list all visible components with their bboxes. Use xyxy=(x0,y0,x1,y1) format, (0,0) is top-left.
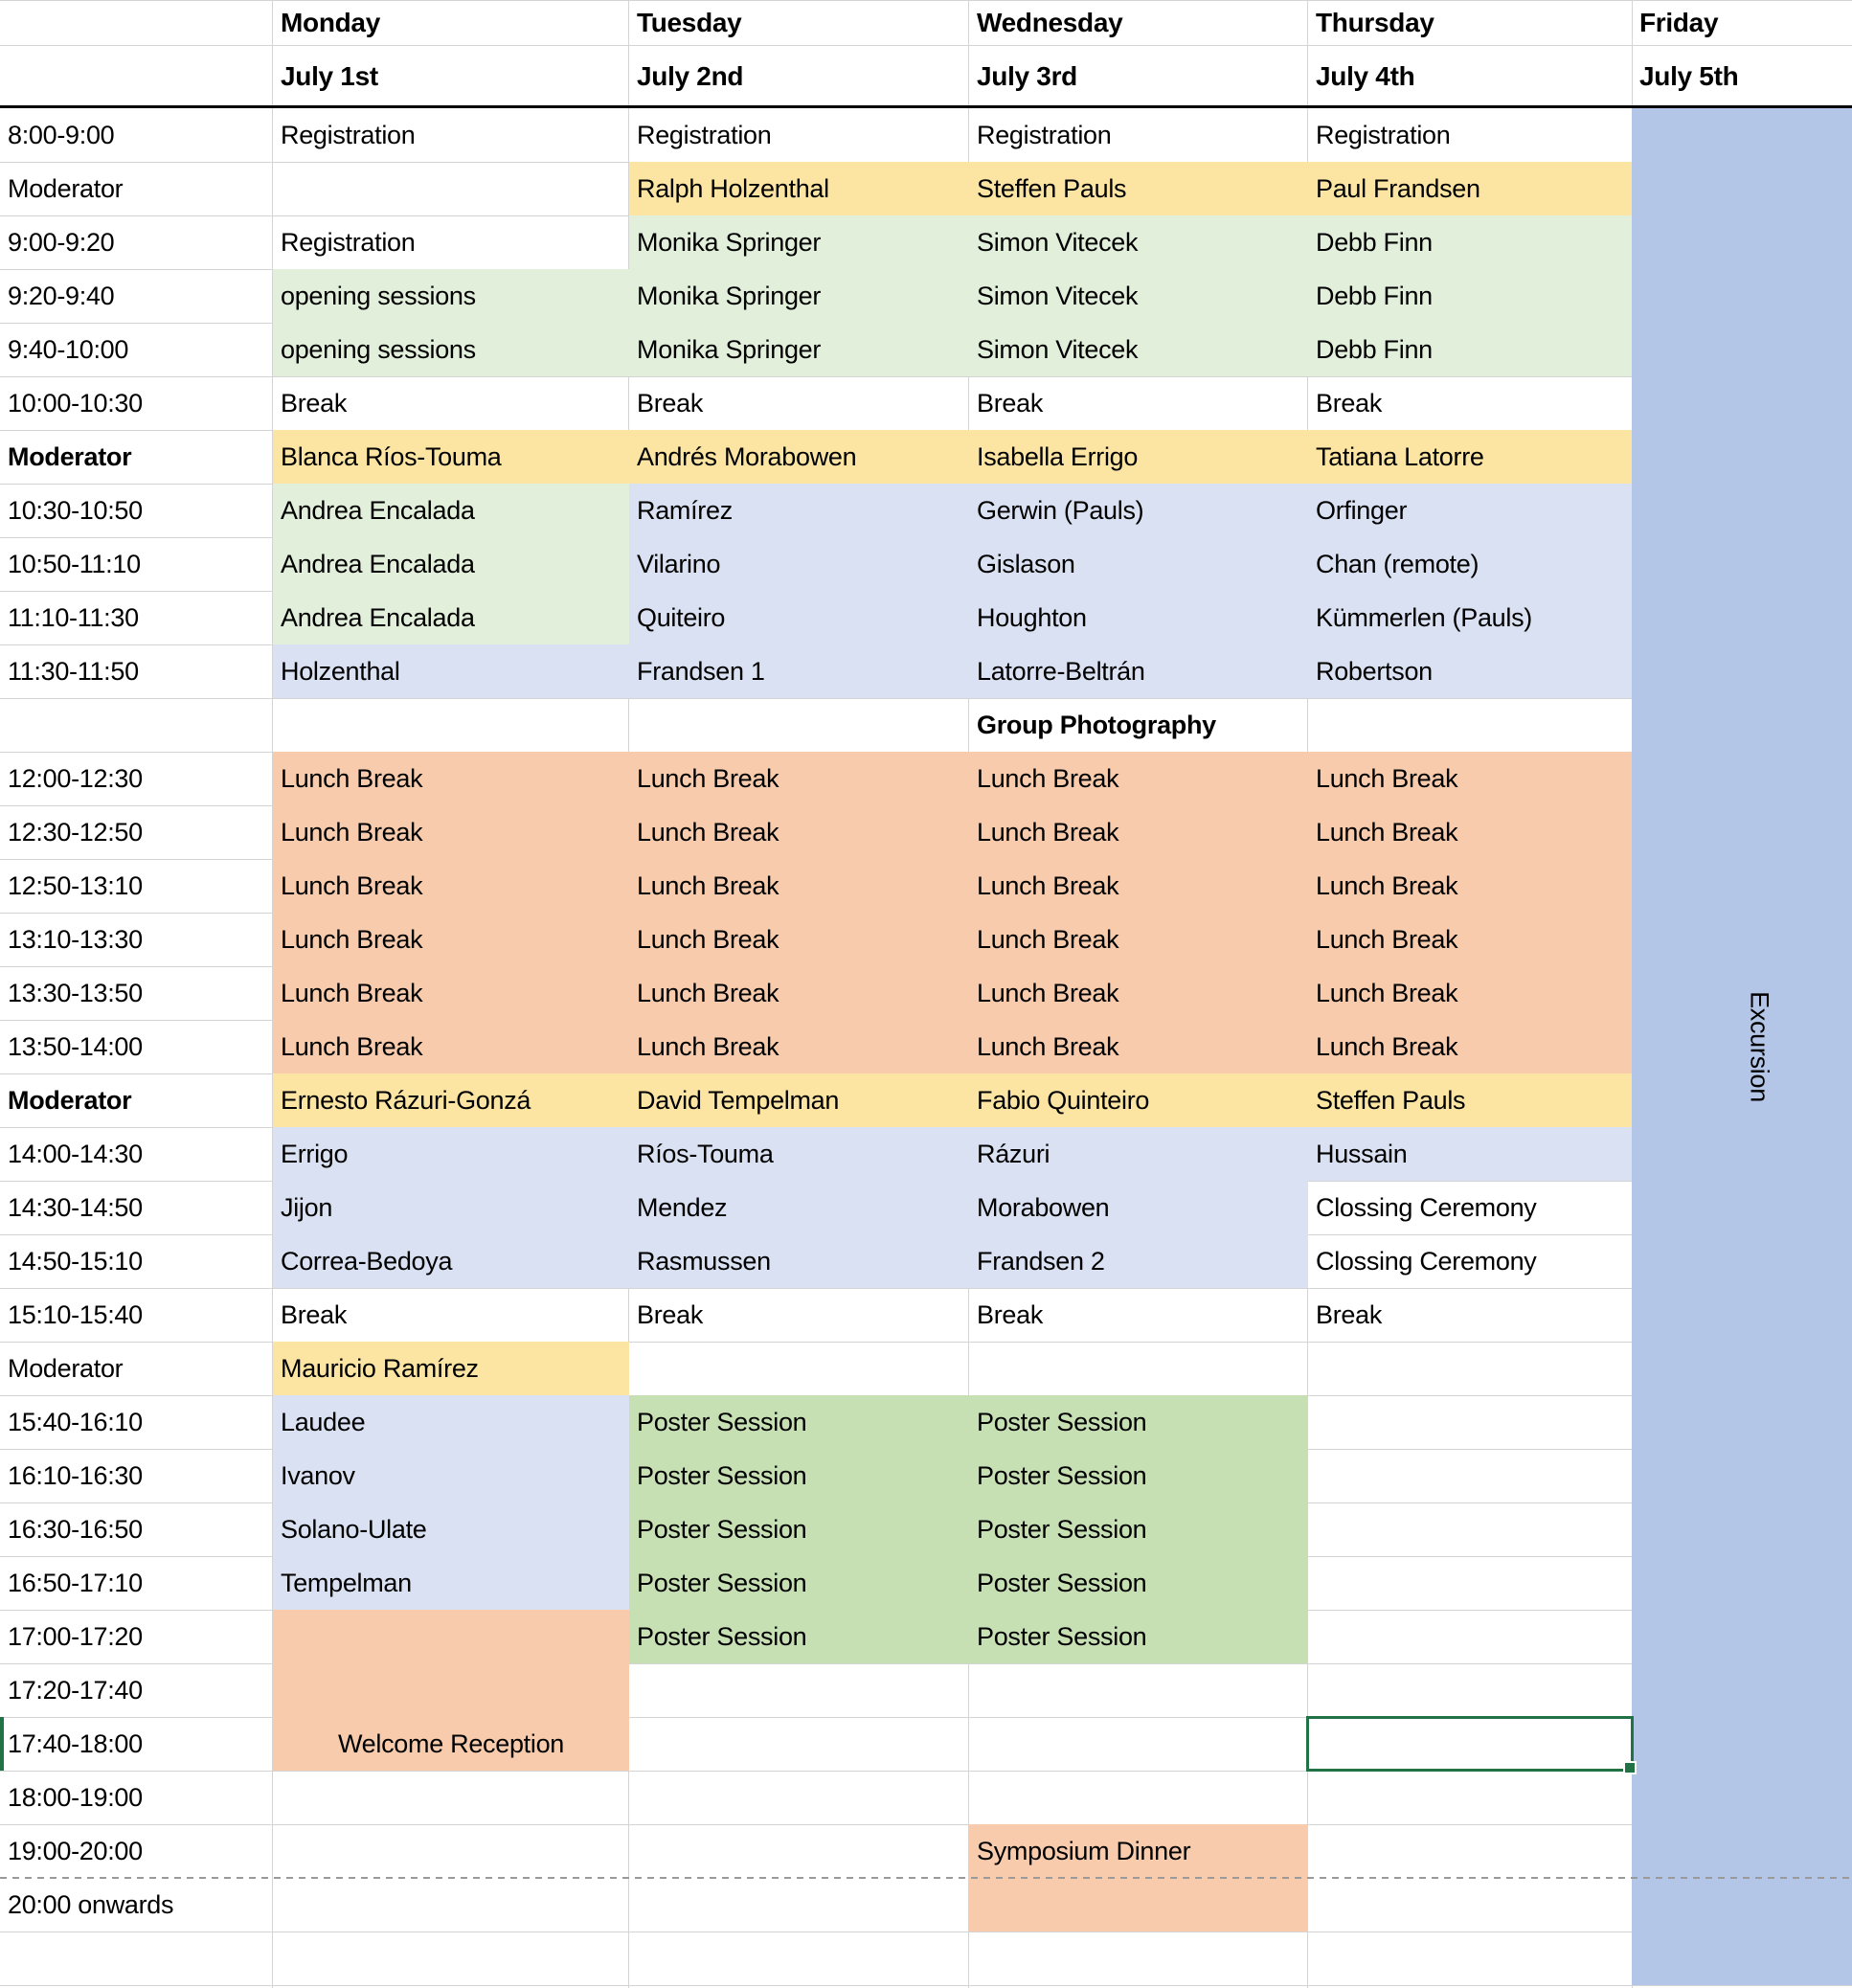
schedule-cell[interactable]: Rázuri xyxy=(969,1127,1308,1181)
schedule-cell[interactable]: Lunch Break xyxy=(1308,1020,1633,1073)
gridline xyxy=(0,698,1852,699)
date-july-1st[interactable]: July 1st xyxy=(281,61,378,91)
schedule-cell[interactable]: Isabella Errigo xyxy=(969,430,1308,484)
schedule-cell[interactable]: Lunch Break xyxy=(629,859,969,913)
time-label[interactable]: 17:40-18:00 xyxy=(8,1729,143,1758)
date-july-2nd[interactable]: July 2nd xyxy=(637,61,744,91)
schedule-cell[interactable]: Monika Springer xyxy=(629,215,969,269)
schedule-cell[interactable]: Poster Session xyxy=(969,1556,1308,1610)
schedule-cell[interactable]: Break xyxy=(637,389,704,418)
time-label[interactable]: 14:00-14:30 xyxy=(8,1140,143,1168)
date-july-4th[interactable]: July 4th xyxy=(1316,61,1415,91)
schedule-cell[interactable]: Kümmerlen (Pauls) xyxy=(1308,591,1633,644)
time-label[interactable]: 13:30-13:50 xyxy=(8,979,143,1007)
selected-cell[interactable] xyxy=(1306,1716,1634,1772)
schedule-cell[interactable]: Lunch Break xyxy=(629,966,969,1020)
row-selection-indicator xyxy=(0,1717,4,1771)
gridline xyxy=(0,1985,1852,1986)
time-label[interactable]: 13:10-13:30 xyxy=(8,925,143,954)
schedule-cell[interactable]: Lunch Break xyxy=(1308,752,1633,805)
schedule-cell[interactable]: Gislason xyxy=(969,537,1308,591)
schedule-cell[interactable]: Simon Vitecek xyxy=(969,269,1308,323)
header-monday[interactable]: Monday xyxy=(281,8,380,37)
schedule-cell[interactable]: Blanca Ríos-Touma xyxy=(273,430,629,484)
schedule-cell[interactable]: Lunch Break xyxy=(629,752,969,805)
schedule-cell[interactable]: Poster Session xyxy=(969,1502,1308,1556)
schedule-cell[interactable]: Poster Session xyxy=(629,1556,969,1610)
schedule-cell[interactable]: Break xyxy=(281,1300,348,1329)
schedule-cell[interactable]: Registration xyxy=(977,121,1112,149)
schedule-cell[interactable]: Debb Finn xyxy=(1308,215,1633,269)
schedule-cell[interactable]: Debb Finn xyxy=(1308,323,1633,376)
selection-fill-handle[interactable] xyxy=(1623,1761,1637,1774)
date-july-3rd[interactable]: July 3rd xyxy=(977,61,1077,91)
time-label[interactable]: Moderator xyxy=(8,174,124,203)
gridline xyxy=(0,0,1852,1)
schedule-cell[interactable]: Lunch Break xyxy=(273,859,629,913)
schedule-cell[interactable]: Tempelman xyxy=(273,1556,629,1610)
time-label[interactable]: 18:00-19:00 xyxy=(8,1783,143,1812)
schedule-cell[interactable]: Frandsen 2 xyxy=(969,1234,1308,1288)
schedule-cell[interactable]: Mauricio Ramírez xyxy=(273,1342,629,1395)
schedule-cell[interactable]: Lunch Break xyxy=(629,1020,969,1073)
schedule-cell[interactable]: Lunch Break xyxy=(273,752,629,805)
schedule-cell[interactable]: Correa-Bedoya xyxy=(273,1234,629,1288)
time-label[interactable]: 8:00-9:00 xyxy=(8,121,115,149)
time-label[interactable]: 16:50-17:10 xyxy=(8,1569,143,1597)
time-label[interactable]: 13:50-14:00 xyxy=(8,1032,143,1061)
schedule-cell[interactable]: Welcome Reception xyxy=(273,1717,629,1771)
time-label[interactable]: 12:00-12:30 xyxy=(8,764,143,793)
schedule-cell[interactable]: Monika Springer xyxy=(629,323,969,376)
time-label[interactable]: 10:50-11:10 xyxy=(8,550,141,578)
header-divider-line xyxy=(0,105,1852,108)
schedule-cell[interactable]: Registration xyxy=(1316,121,1451,149)
schedule-cell[interactable]: Poster Session xyxy=(629,1395,969,1449)
schedule-cell[interactable]: Lunch Break xyxy=(969,752,1308,805)
schedule-cell[interactable]: Holzenthal xyxy=(273,644,629,698)
schedule-cell[interactable]: opening sessions xyxy=(273,269,629,323)
time-label[interactable]: Moderator xyxy=(8,1086,132,1115)
schedule-cell[interactable]: Lunch Break xyxy=(629,805,969,859)
schedule-cell[interactable]: Break xyxy=(1316,389,1383,418)
time-label[interactable]: 17:00-17:20 xyxy=(8,1622,143,1651)
schedule-cell[interactable]: Steffen Pauls xyxy=(969,162,1308,215)
gridline xyxy=(0,1824,1852,1825)
schedule-cell[interactable]: Monika Springer xyxy=(629,269,969,323)
schedule-cell[interactable]: opening sessions xyxy=(273,323,629,376)
schedule-cell[interactable]: Steffen Pauls xyxy=(1308,1073,1633,1127)
schedule-cell[interactable]: Simon Vitecek xyxy=(969,215,1308,269)
schedule-cell[interactable]: Ríos-Touma xyxy=(629,1127,969,1181)
schedule-cell[interactable]: Lunch Break xyxy=(969,966,1308,1020)
schedule-cell[interactable]: Break xyxy=(637,1300,704,1329)
schedule-cell[interactable]: Poster Session xyxy=(969,1395,1308,1449)
schedule-cell[interactable]: Chan (remote) xyxy=(1308,537,1633,591)
friday-excursion-cell[interactable] xyxy=(1632,108,1852,1985)
schedule-cell[interactable]: Lunch Break xyxy=(969,859,1308,913)
time-label[interactable]: 9:20-9:40 xyxy=(8,282,115,310)
schedule-cell[interactable]: Group Photography xyxy=(977,711,1216,739)
schedule-cell[interactable]: Poster Session xyxy=(629,1610,969,1663)
schedule-cell[interactable]: Orfinger xyxy=(1308,484,1633,537)
time-label[interactable]: 15:40-16:10 xyxy=(8,1408,143,1436)
schedule-cell[interactable]: Break xyxy=(1316,1300,1383,1329)
schedule-cell[interactable]: Solano-Ulate xyxy=(273,1502,629,1556)
schedule-cell[interactable]: Registration xyxy=(281,228,416,257)
time-label[interactable]: Moderator xyxy=(8,1354,124,1383)
time-label[interactable]: 15:10-15:40 xyxy=(8,1300,143,1329)
schedule-cell[interactable]: Morabowen xyxy=(969,1181,1308,1234)
schedule-cell[interactable]: Symposium Dinner xyxy=(969,1824,1308,1878)
schedule-cell[interactable]: Latorre-Beltrán xyxy=(969,644,1308,698)
time-label[interactable]: 19:00-20:00 xyxy=(8,1837,143,1865)
schedule-cell[interactable]: Lunch Break xyxy=(969,1020,1308,1073)
time-label[interactable]: 20:00 onwards xyxy=(8,1890,174,1919)
time-label[interactable]: 11:10-11:30 xyxy=(8,603,139,632)
time-label[interactable]: 16:30-16:50 xyxy=(8,1515,143,1544)
schedule-cell[interactable]: Lunch Break xyxy=(273,913,629,966)
time-label[interactable]: 14:50-15:10 xyxy=(8,1247,143,1276)
schedule-cell[interactable]: Poster Session xyxy=(629,1502,969,1556)
schedule-cell[interactable]: Registration xyxy=(281,121,416,149)
schedule-cell[interactable]: Andrés Morabowen xyxy=(629,430,969,484)
schedule-cell[interactable]: Ralph Holzenthal xyxy=(629,162,969,215)
schedule-cell[interactable]: Mendez xyxy=(629,1181,969,1234)
header-friday[interactable]: Friday xyxy=(1639,8,1719,37)
excursion-label: Excursion xyxy=(1745,991,1774,1102)
schedule-cell[interactable]: Andrea Encalada xyxy=(273,484,629,537)
schedule-cell[interactable]: Jijon xyxy=(273,1181,629,1234)
time-label[interactable]: 11:30-11:50 xyxy=(8,657,139,686)
schedule-cell[interactable]: David Tempelman xyxy=(629,1073,969,1127)
time-label[interactable]: 12:50-13:10 xyxy=(8,871,143,900)
schedule-cell[interactable]: Vilarino xyxy=(629,537,969,591)
schedule-cell[interactable]: Errigo xyxy=(273,1127,629,1181)
schedule-cell[interactable] xyxy=(273,1663,629,1717)
schedule-cell[interactable] xyxy=(969,1878,1308,1932)
schedule-cell[interactable]: Lunch Break xyxy=(273,805,629,859)
schedule-cell[interactable]: Houghton xyxy=(969,591,1308,644)
schedule-cell[interactable]: Poster Session xyxy=(969,1449,1308,1502)
schedule-cell[interactable]: Lunch Break xyxy=(1308,805,1633,859)
schedule-cell[interactable]: Debb Finn xyxy=(1308,269,1633,323)
schedule-cell[interactable]: Ramírez xyxy=(629,484,969,537)
schedule-cell[interactable]: Robertson xyxy=(1308,644,1633,698)
schedule-cell[interactable]: Poster Session xyxy=(629,1449,969,1502)
schedule-cell[interactable]: Frandsen 1 xyxy=(629,644,969,698)
header-wednesday[interactable]: Wednesday xyxy=(977,8,1123,37)
header-tuesday[interactable]: Tuesday xyxy=(637,8,742,37)
time-label[interactable]: 14:30-14:50 xyxy=(8,1193,143,1222)
header-thursday[interactable]: Thursday xyxy=(1316,8,1434,37)
schedule-cell[interactable]: Simon Vitecek xyxy=(969,323,1308,376)
schedule-cell[interactable]: Lunch Break xyxy=(273,1020,629,1073)
time-label[interactable]: 12:30-12:50 xyxy=(8,818,143,847)
schedule-cell[interactable]: Ernesto Rázuri-Gonzá xyxy=(273,1073,629,1127)
schedule-cell[interactable]: Rasmussen xyxy=(629,1234,969,1288)
schedule-cell[interactable]: Hussain xyxy=(1308,1127,1633,1181)
schedule-cell[interactable]: Lunch Break xyxy=(629,913,969,966)
time-label[interactable]: 17:20-17:40 xyxy=(8,1676,143,1705)
schedule-cell[interactable]: Andrea Encalada xyxy=(273,537,629,591)
schedule-cell[interactable]: Fabio Quinteiro xyxy=(969,1073,1308,1127)
schedule-cell[interactable]: Clossing Ceremony xyxy=(1316,1193,1537,1222)
date-july-5th[interactable]: July 5th xyxy=(1639,61,1739,91)
schedule-cell[interactable]: Quiteiro xyxy=(629,591,969,644)
schedule-cell[interactable]: Clossing Ceremony xyxy=(1316,1247,1537,1276)
time-label[interactable]: 16:10-16:30 xyxy=(8,1461,143,1490)
schedule-cell[interactable]: Registration xyxy=(637,121,772,149)
schedule-cell[interactable]: Lunch Break xyxy=(1308,859,1633,913)
schedule-cell[interactable]: Ivanov xyxy=(273,1449,629,1502)
schedule-cell[interactable]: Poster Session xyxy=(969,1610,1308,1663)
schedule-cell[interactable]: Lunch Break xyxy=(1308,966,1633,1020)
schedule-cell[interactable]: Andrea Encalada xyxy=(273,591,629,644)
schedule-cell[interactable]: Lunch Break xyxy=(969,805,1308,859)
schedule-cell[interactable]: Break xyxy=(281,389,348,418)
schedule-cell[interactable] xyxy=(273,1610,629,1663)
schedule-cell[interactable]: Tatiana Latorre xyxy=(1308,430,1633,484)
time-label[interactable]: 9:00-9:20 xyxy=(8,228,115,257)
schedule-cell[interactable]: Break xyxy=(977,389,1044,418)
time-label[interactable]: 9:40-10:00 xyxy=(8,335,129,364)
schedule-cell[interactable]: Break xyxy=(977,1300,1044,1329)
schedule-cell[interactable]: Lunch Break xyxy=(969,913,1308,966)
gridline xyxy=(0,45,1852,46)
time-label[interactable]: 10:00-10:30 xyxy=(8,389,143,418)
schedule-cell[interactable]: Laudee xyxy=(273,1395,629,1449)
schedule-cell[interactable]: Lunch Break xyxy=(273,966,629,1020)
schedule-cell[interactable]: Gerwin (Pauls) xyxy=(969,484,1308,537)
page-break-dashed-line xyxy=(0,1877,1852,1879)
time-label[interactable]: 10:30-10:50 xyxy=(8,496,143,525)
schedule-cell[interactable]: Paul Frandsen xyxy=(1308,162,1633,215)
time-label[interactable]: Moderator xyxy=(8,442,132,471)
schedule-cell[interactable]: Lunch Break xyxy=(1308,913,1633,966)
